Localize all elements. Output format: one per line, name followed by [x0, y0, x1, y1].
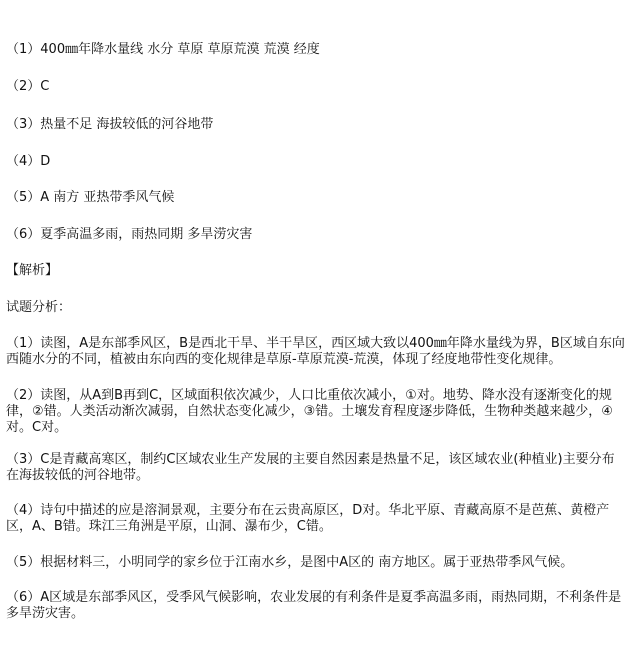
analysis-paragraph-2: （2）读图，从A到B再到C，区域面积依次减少，人口比重依次减小，①对。地势、降水没有逐渐变化的规律，②错。人类活动渐次减弱，自然状态变化减少，③错。土壤发育程度逐步降低，生物种类越来越少，④对。C对。 [6, 388, 613, 435]
analysis-paragraph-4: （4）诗句中描述的应是溶洞景观，主要分布在云贵高原区，D对。华北平原、青藏高原不是芭蕉、黄橙产区，A、B错。珠江三角洲是平原，山洞、瀑布少，C错。 [6, 503, 610, 534]
answer-5: （5）A 南方 亚热带季风气候 [6, 190, 175, 205]
analysis-paragraph-1: （1）读图，A是东部季风区，B是西北干旱、半干旱区，西区域大致以400㎜年降水量线为界，B区域自东向西随水分的不同，植被由东向西的变化规律是草原-草原荒漠-荒漠，体现了经度地带性变化规律。 [6, 336, 625, 367]
analysis-heading: 【解析】 [6, 263, 59, 278]
answer-1: （1）400㎜年降水量线 水分 草原 草原荒漠 荒漠 经度 [6, 42, 320, 57]
analysis-intro: 试题分析： [6, 300, 72, 315]
analysis-paragraph-6: （6）A区域是东部季风区，受季风气候影响，农业发展的有利条件是夏季高温多雨，雨热同期，不利条件是多旱涝灾害。 [6, 590, 622, 621]
answer-3: （3）热量不足 海拔较低的河谷地带 [6, 117, 214, 132]
analysis-paragraph-5: （5）根据材料三，小明同学的家乡位于江南水乡，是图中A区的 南方地区。属于亚热带季风气候。 [6, 555, 574, 570]
analysis-paragraph-3: （3）C是青藏高寒区，制约C区域农业生产发展的主要自然因素是热量不足，该区域农业(种植业)主要分布在海拔较低的河谷地带。 [6, 452, 615, 483]
answer-6: （6）夏季高温多雨，雨热同期 多旱涝灾害 [6, 227, 253, 242]
answer-4: （4）D [6, 154, 51, 169]
answer-2: （2）C [6, 79, 50, 94]
